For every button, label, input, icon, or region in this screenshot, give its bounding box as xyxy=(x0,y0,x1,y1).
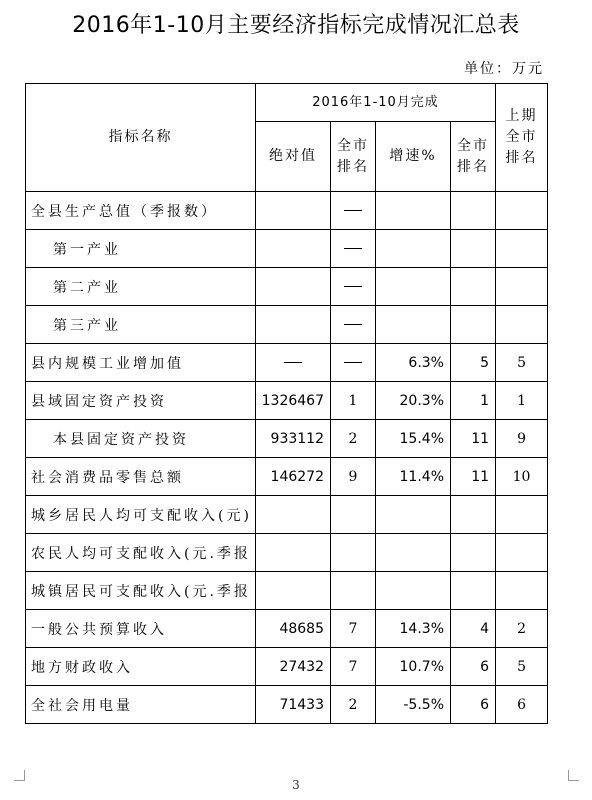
indicator-name-cell: 第一产业 xyxy=(26,230,256,268)
indicator-name-cell: 社会消费品零售总额 xyxy=(26,458,256,496)
table-row xyxy=(26,496,548,534)
city-rank-cell: 9 xyxy=(331,458,376,496)
unit-label: 单位：万元 xyxy=(464,61,544,77)
table-row xyxy=(26,610,548,648)
prev-rank-cell: 6 xyxy=(496,686,548,724)
absolute-value-cell xyxy=(256,306,331,344)
prev-rank-cell: 2 xyxy=(496,610,548,648)
city-rank-cell: 1 xyxy=(331,382,376,420)
growth-cell: 20.3% xyxy=(376,382,451,420)
growth-cell: 14.3% xyxy=(376,610,451,648)
absolute-value-cell: 27432 xyxy=(256,648,331,686)
table-row xyxy=(26,420,548,458)
city-rank-2-cell: 11 xyxy=(451,458,496,496)
table-row xyxy=(26,458,548,496)
indicator-name-cell: 一般公共预算收入 xyxy=(26,610,256,648)
indicator-name-cell: 县内规模工业增加值 xyxy=(26,344,256,382)
prev-rank-cell xyxy=(496,496,548,534)
prev-rank-cell: 5 xyxy=(496,344,548,382)
table-row xyxy=(26,648,548,686)
header-prev-rank: 上期全市排名 xyxy=(496,84,548,192)
city-rank-cell: 2 xyxy=(331,420,376,458)
prev-rank-cell xyxy=(496,230,548,268)
city-rank-cell xyxy=(331,534,376,572)
indicator-name-cell: 全县生产总值（季报数） xyxy=(26,192,256,230)
absolute-value-cell xyxy=(256,192,331,230)
growth-cell: 6.3% xyxy=(376,344,451,382)
growth-cell xyxy=(376,534,451,572)
city-rank-2-cell xyxy=(451,192,496,230)
indicator-name-cell: 农民人均可支配收入(元.季报 xyxy=(26,534,256,572)
header-city-rank-2: 全市排名 xyxy=(451,122,496,192)
indicator-name-cell: 全社会用电量 xyxy=(26,686,256,724)
table-row xyxy=(26,534,548,572)
city-rank-2-cell xyxy=(451,268,496,306)
prev-rank-cell: 10 xyxy=(496,458,548,496)
indicator-name-cell: 本县固定资产投资 xyxy=(26,420,256,458)
prev-rank-cell: 5 xyxy=(496,648,548,686)
indicator-name-cell: 地方财政收入 xyxy=(26,648,256,686)
table-row xyxy=(26,192,548,230)
header-indicator: 指标名称 xyxy=(26,84,256,192)
city-rank-cell: 7 xyxy=(331,648,376,686)
city-rank-2-cell: 11 xyxy=(451,420,496,458)
indicator-name-cell: 县域固定资产投资 xyxy=(26,382,256,420)
table-row xyxy=(26,230,548,268)
header-absolute: 绝对值 xyxy=(256,122,331,192)
indicator-name-cell: 城镇居民可支配收入(元.季报 xyxy=(26,572,256,610)
table-row xyxy=(26,268,548,306)
growth-cell: 11.4% xyxy=(376,458,451,496)
absolute-value-cell: 1326467 xyxy=(256,382,331,420)
page-number: 3 xyxy=(292,778,300,792)
growth-cell xyxy=(376,230,451,268)
growth-cell: 10.7% xyxy=(376,648,451,686)
indicator-name-cell: 第三产业 xyxy=(26,306,256,344)
city-rank-2-cell xyxy=(451,496,496,534)
absolute-value-cell: 146272 xyxy=(256,458,331,496)
absolute-value-cell xyxy=(256,572,331,610)
city-rank-cell xyxy=(331,496,376,534)
absolute-value-cell: 933112 xyxy=(256,420,331,458)
city-rank-2-cell: 4 xyxy=(451,610,496,648)
city-rank-cell xyxy=(331,344,376,382)
table-row xyxy=(26,306,548,344)
prev-rank-cell xyxy=(496,534,548,572)
absolute-value-cell xyxy=(256,230,331,268)
absolute-value-cell xyxy=(256,344,331,382)
growth-cell: 15.4% xyxy=(376,420,451,458)
dash-mark xyxy=(284,362,302,363)
dash-mark xyxy=(344,362,362,363)
prev-rank-cell: 1 xyxy=(496,382,548,420)
prev-rank-cell xyxy=(496,306,548,344)
city-rank-cell: 2 xyxy=(331,686,376,724)
dash-mark xyxy=(344,324,362,325)
table-row xyxy=(26,572,548,610)
city-rank-cell xyxy=(331,572,376,610)
indicator-name-cell: 第二产业 xyxy=(26,268,256,306)
growth-cell: -5.5% xyxy=(376,686,451,724)
indicator-name-cell: 城乡居民人均可支配收入(元) xyxy=(26,496,256,534)
absolute-value-cell xyxy=(256,534,331,572)
absolute-value-cell xyxy=(256,268,331,306)
absolute-value-cell: 48685 xyxy=(256,610,331,648)
city-rank-cell xyxy=(331,306,376,344)
city-rank-2-cell: 5 xyxy=(451,344,496,382)
dash-mark xyxy=(344,210,362,211)
city-rank-2-cell: 6 xyxy=(451,686,496,724)
growth-cell xyxy=(376,306,451,344)
city-rank-cell xyxy=(331,230,376,268)
growth-cell xyxy=(376,572,451,610)
header-city-rank: 全市排名 xyxy=(331,122,376,192)
table-row xyxy=(26,686,548,724)
growth-cell xyxy=(376,268,451,306)
city-rank-2-cell xyxy=(451,230,496,268)
indicator-table xyxy=(25,83,548,724)
prev-rank-cell xyxy=(496,192,548,230)
growth-cell xyxy=(376,496,451,534)
header-growth: 增速% xyxy=(376,122,451,192)
prev-rank-cell xyxy=(496,572,548,610)
header-period: 2016年1-10月完成 xyxy=(256,84,496,122)
city-rank-cell: 7 xyxy=(331,610,376,648)
growth-cell xyxy=(376,192,451,230)
table-row xyxy=(26,382,548,420)
city-rank-2-cell xyxy=(451,534,496,572)
dash-mark xyxy=(344,248,362,249)
page-title: 2016年1-10月主要经济指标完成情况汇总表 xyxy=(72,13,520,38)
table-row xyxy=(26,344,548,382)
prev-rank-cell: 9 xyxy=(496,420,548,458)
city-rank-2-cell xyxy=(451,572,496,610)
absolute-value-cell xyxy=(256,496,331,534)
city-rank-cell xyxy=(331,192,376,230)
prev-rank-cell xyxy=(496,268,548,306)
dash-mark xyxy=(344,286,362,287)
city-rank-cell xyxy=(331,268,376,306)
city-rank-2-cell: 6 xyxy=(451,648,496,686)
city-rank-2-cell xyxy=(451,306,496,344)
city-rank-2-cell: 1 xyxy=(451,382,496,420)
absolute-value-cell: 71433 xyxy=(256,686,331,724)
